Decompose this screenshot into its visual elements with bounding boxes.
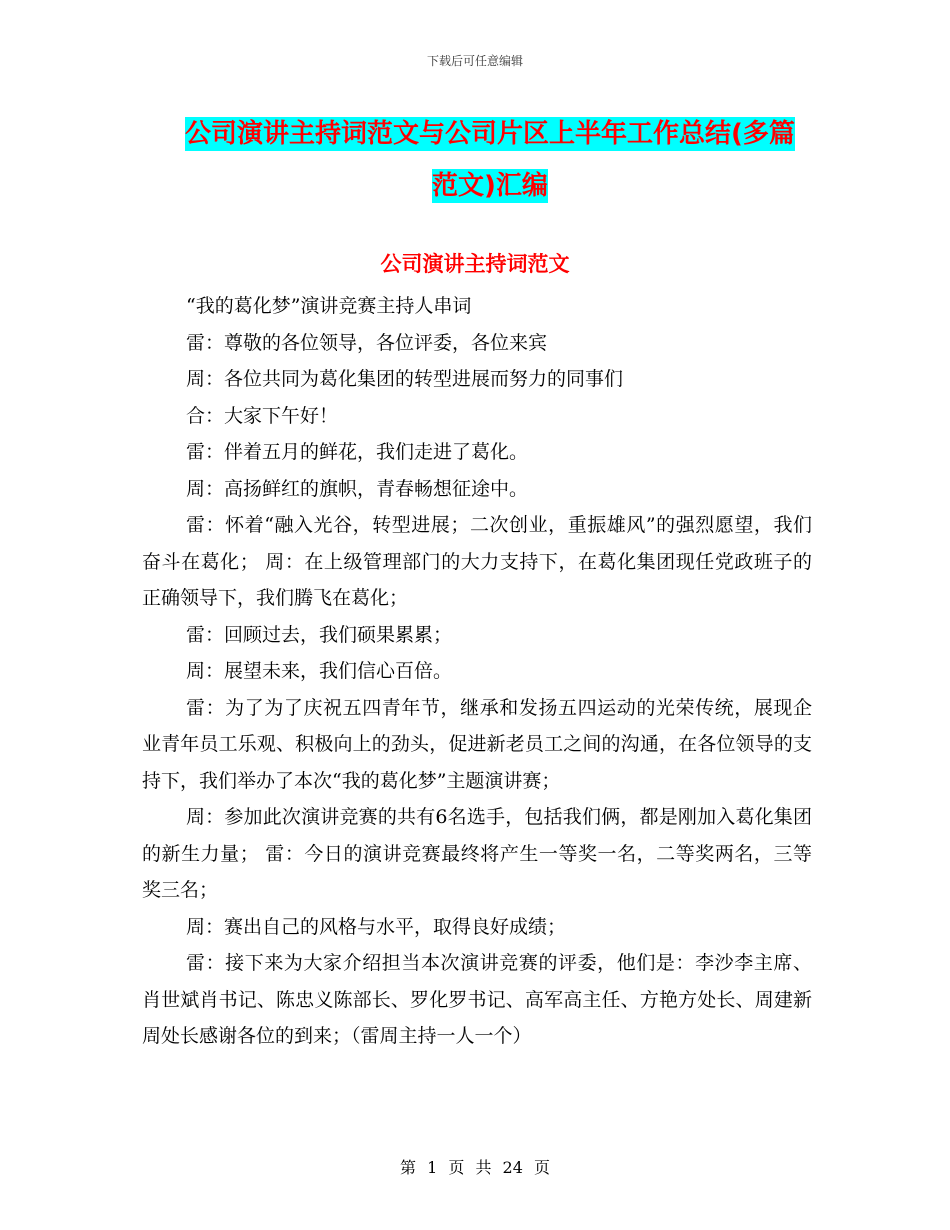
paragraph: 雷：回顾过去，我们硕果累累；: [186, 623, 453, 646]
paragraph: 周：赛出自己的风格与水平，取得良好成绩；: [186, 915, 567, 938]
paragraph: 雷：为了为了庆祝五四青年节，继承和发扬五四运动的光荣传统，展现企业青年员工乐观、积极向上的劲头，促进新老员工之间的沟通，在各位领导的支持下，我们举办了本次“我的葛化梦”主题演讲赛；: [142, 696, 812, 792]
section-title: 公司演讲主持词范文: [380, 252, 570, 276]
paragraph: 周：参加此次演讲竞赛的共有6名选手，包括我们俩，都是刚加入葛化集团的新生力量； 雷：今日的演讲竞赛最终将产生一等奖一名，二等奖两名，三等奖三名；: [142, 806, 812, 901]
paragraph: 雷：接下来为大家介绍担当本次演讲竞赛的评委，他们是：李沙李主席、肖世斌肖书记、陈忠义陈部长、罗化罗书记、高军高主任、方艳方处长、周建新周处长感谢各位的到来；（雷周主持一人一个）: [142, 952, 812, 1047]
document-body: [142, 288, 812, 1055]
page-indicator: 第 1 页 共 24 页: [400, 1158, 550, 1177]
paragraph: 合：大家下午好！: [186, 404, 339, 427]
header-note: 下载后可任意编辑: [426, 54, 523, 68]
title-line-1: 公司演讲主持词范文与公司片区上半年工作总结(多篇: [185, 119, 795, 149]
paragraph: 雷：伴着五月的鲜花，我们走进了葛化。: [186, 441, 529, 463]
paragraph: 雷：怀着“融入光谷，转型进展；二次创业，重振雄风”的强烈愿望，我们奋斗在葛化； 周：在上级管理部门的大力支持下，在葛化集团现任党政班子的正确领导下，我们腾飞在葛化；: [142, 514, 812, 609]
document-title: [140, 108, 840, 212]
paragraph: 周：各位共同为葛化集团的转型进展而努力的同事们: [186, 368, 624, 390]
paragraph: 雷：尊敬的各位领导，各位评委，各位来宾: [186, 331, 548, 354]
paragraph: “我的葛化梦”演讲竞赛主持人串词: [186, 295, 472, 317]
title-line-2: 范文)汇编: [432, 171, 548, 201]
paragraph: 周：高扬鲜红的旗帜，青春畅想征途中。: [186, 477, 529, 500]
paragraph: 周：展望未来，我们信心百倍。: [186, 660, 453, 682]
